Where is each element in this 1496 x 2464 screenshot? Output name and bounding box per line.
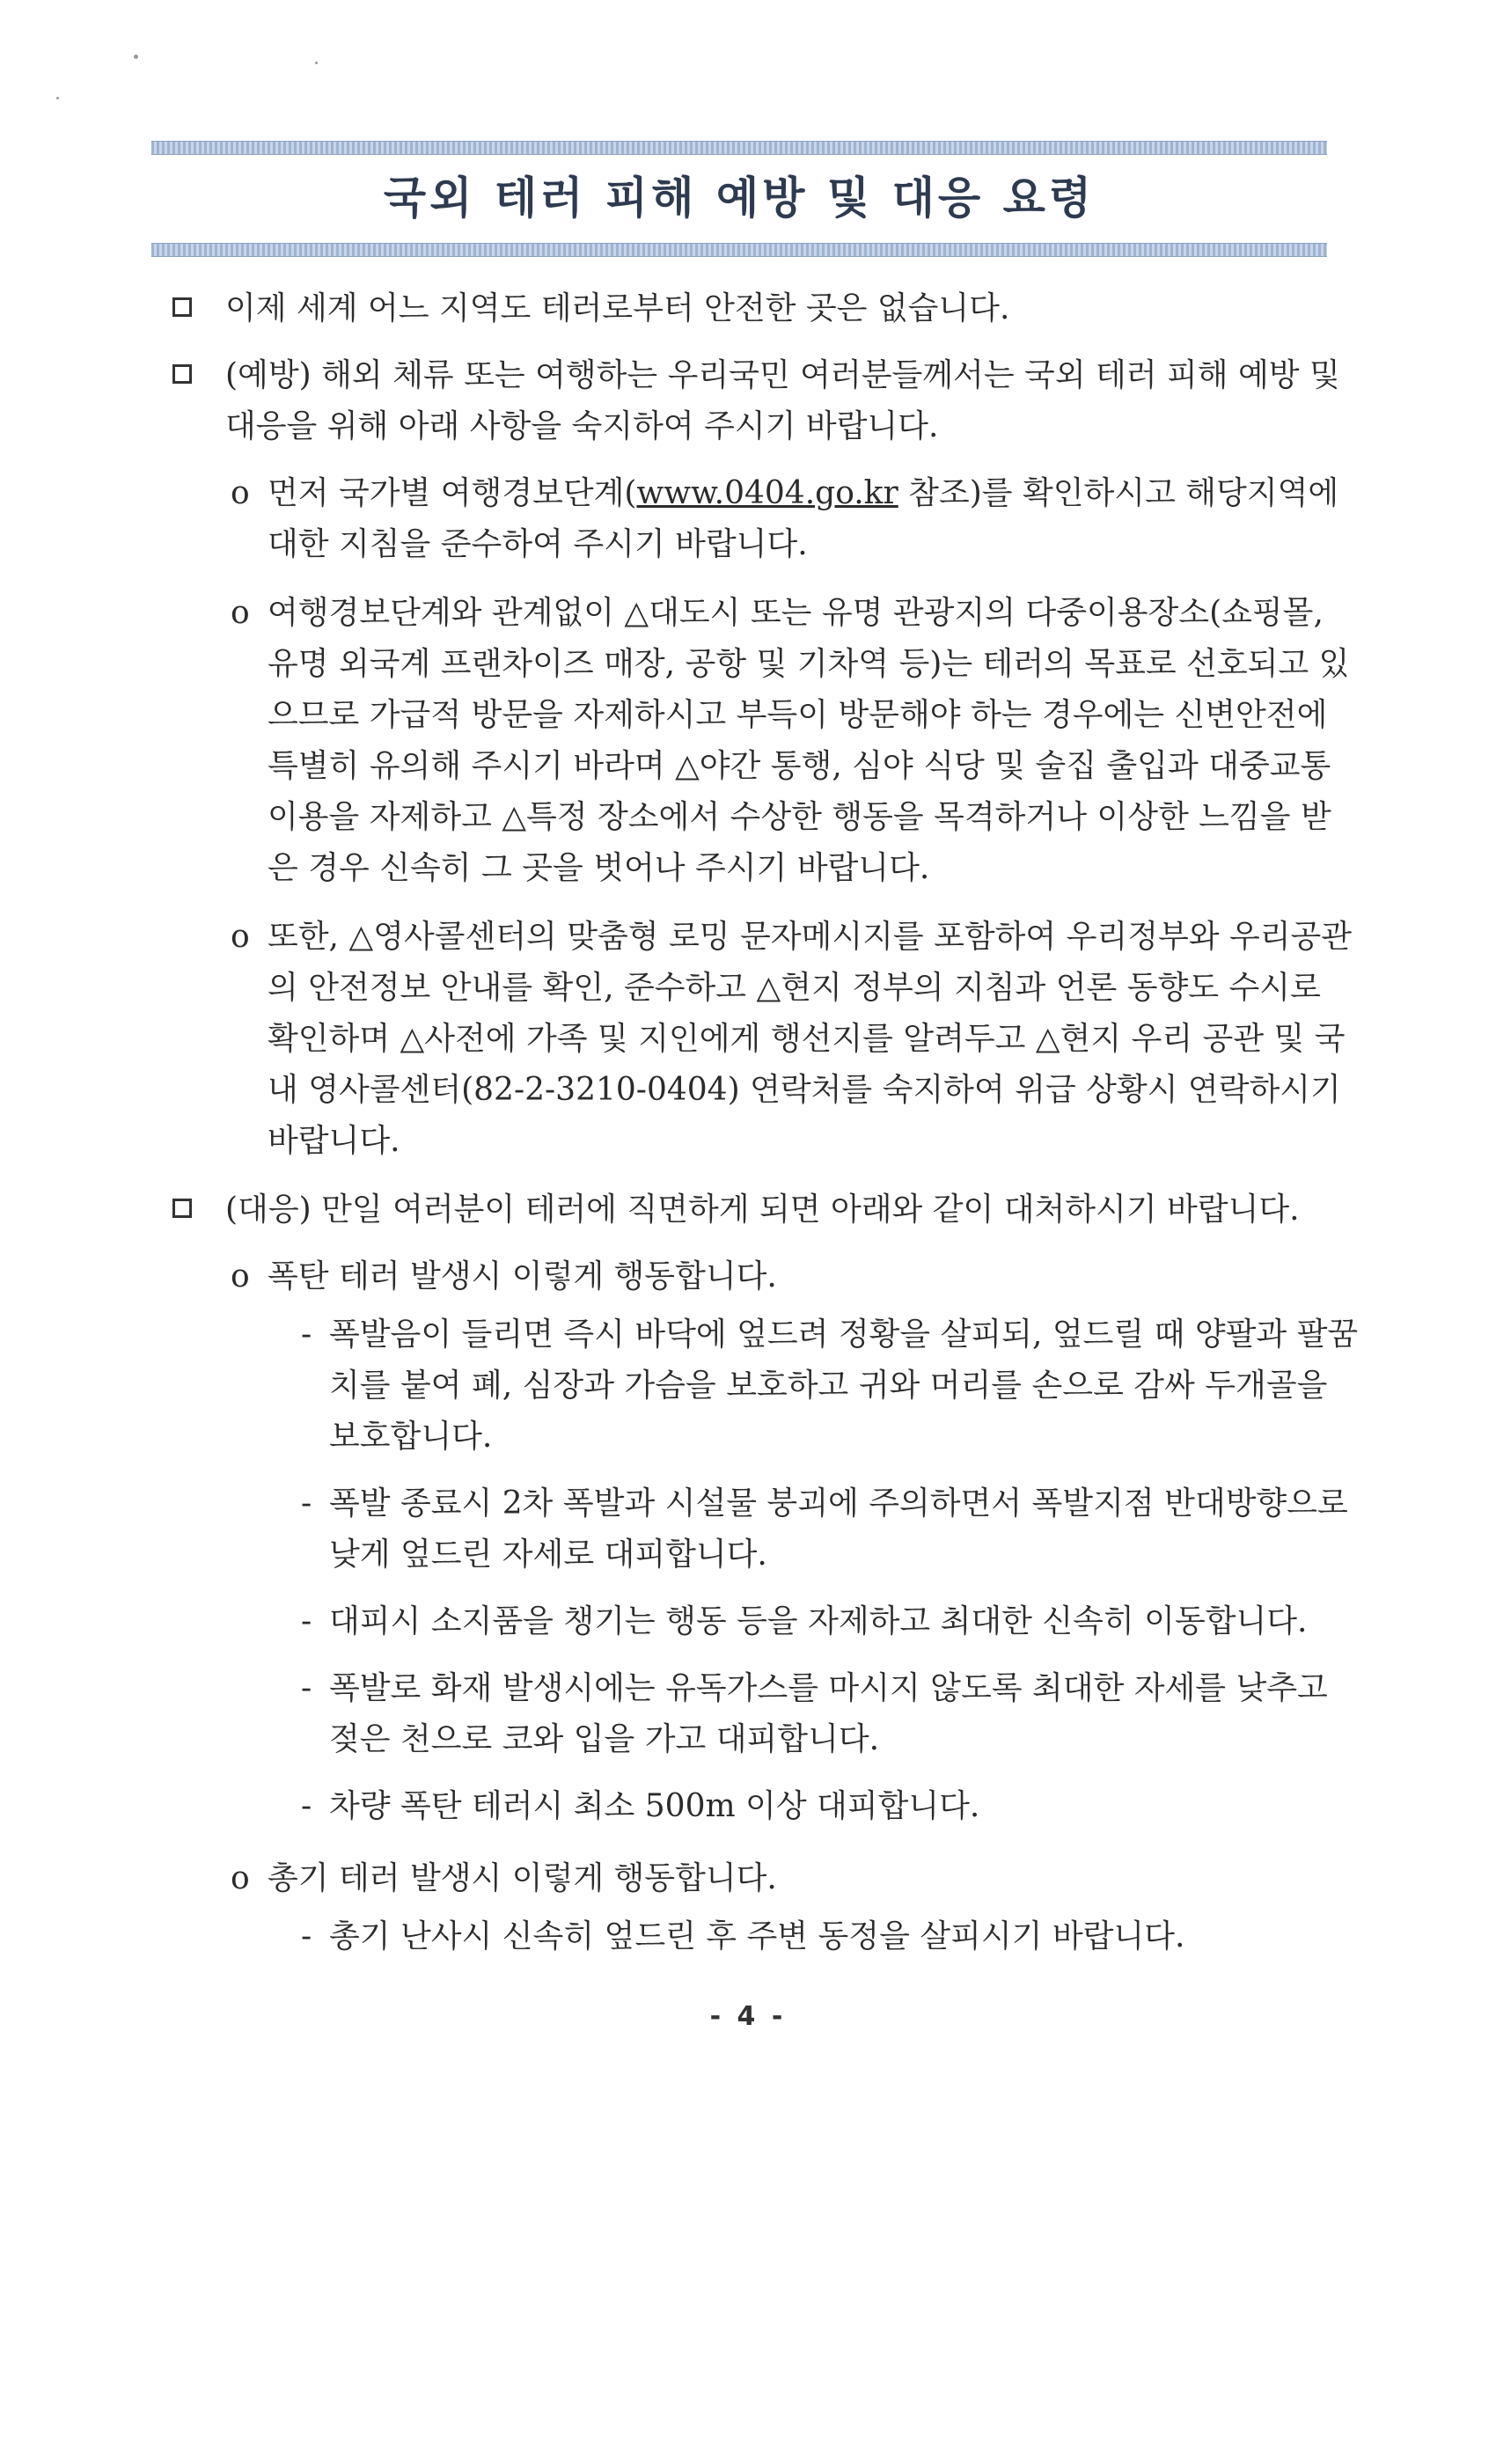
- bullet-dash: -: [301, 1788, 312, 1824]
- section-text: 이제 세계 어느 지역도 테러로부터 안전한 곳은 없습니다.: [225, 290, 1010, 326]
- prevention-item-safety-info: [172, 912, 1360, 1167]
- scan-speck: [134, 55, 138, 59]
- item-text: 여행경보단계와 관계없이 △대도시 또는 유명 관광지의 다중이용장소(쇼핑몰, 유명 외국계 프랜차이즈 매장, 공항 및 기차역 등)는 테러의 목표로 선호되고 있으므로 가급적 방문을 자제하시고 부득이 방문해야 하는 경우에는 신변안전에 특별히 유의해 주시기 바라며 △야간 통행, 심야 식당 및 술집 출입과 대중교통 이용을 자제하고 △특정 장소에서 수상한 행동을 목격하거나 이상한 느낌을 받은 경우 신속히 그 곳을 벗어나 주시기 바랍니다.: [268, 595, 1350, 886]
- travel-alert-link[interactable]: www.0404.go.kr: [636, 475, 898, 511]
- step-text: 대피시 소지품을 챙기는 행동 등을 자제하고 최대한 신속히 이동합니다.: [329, 1603, 1308, 1639]
- item-text: 총기 테러 발생시 이렇게 행동합니다.: [268, 1860, 777, 1896]
- prevention-item-travel-alert: [172, 468, 1360, 570]
- item-text-before: 먼저 국가별 여행경보단계(: [268, 475, 637, 511]
- bullet-dash: -: [301, 1316, 312, 1353]
- bullet-circle: o: [231, 919, 250, 955]
- section-intro: [172, 283, 1360, 334]
- section-prevention: [172, 350, 1360, 452]
- title-rule-top: [151, 141, 1327, 155]
- gun-step: [172, 1911, 1360, 1962]
- item-text: 폭탄 테러 발생시 이렇게 행동합니다.: [268, 1258, 777, 1294]
- title-band: [151, 141, 1327, 255]
- step-text: 폭발로 화재 발생시에는 유독가스를 마시지 않도록 최대한 자세를 낮추고 젖은 천으로 코와 입을 가고 대피합니다.: [329, 1670, 1328, 1757]
- item-text: 또한, △영사콜센터의 맞춤형 로밍 문자메시지를 포함하여 우리정부와 우리공관의 안전정보 안내를 확인, 준수하고 △현지 정부의 지침과 언론 동향도 수시로 확인하며 △사전에 가족 및 지인에게 행선지를 알려두고 △현지 우리 공관 및 국내 영사콜센터(82-2-3210-0404) 연락처를 숙지하여 위급 상황시 연락하시기 바랍니다.: [268, 919, 1353, 1159]
- page-title: 국외 테러 피해 예방 및 대응 요령: [383, 172, 1096, 224]
- bullet-dash: -: [301, 1485, 312, 1522]
- checkbox-square-icon: [172, 364, 192, 384]
- page-number: - 4 -: [709, 2001, 787, 2032]
- bullet-circle: o: [231, 1860, 250, 1896]
- item-text-after: 참조)를 확인하시고 해당지역에 대한 지침을 준수하여 주시기 바랍니다.: [268, 475, 1339, 562]
- response-item-bomb: [172, 1251, 1360, 1302]
- bullet-circle: o: [231, 475, 250, 511]
- section-response: [172, 1184, 1360, 1236]
- title-rule-bottom: [151, 243, 1327, 257]
- bullet-dash: -: [301, 1603, 312, 1639]
- scan-speck: [315, 62, 318, 64]
- scan-speck: [56, 97, 59, 99]
- section-text: (예방) 해외 체류 또는 여행하는 우리국민 여러분들께서는 국외 테러 피해 예방 및 대응을 위해 아래 사항을 숙지하여 주시기 바랍니다.: [225, 357, 1340, 444]
- checkbox-square-icon: [172, 297, 192, 317]
- bullet-dash: -: [301, 1670, 312, 1706]
- bomb-step: [172, 1781, 1360, 1832]
- step-text: 차량 폭탄 테러시 최소 500m 이상 대피합니다.: [329, 1788, 980, 1824]
- bomb-step: [172, 1663, 1360, 1765]
- bomb-step: [172, 1309, 1360, 1463]
- document-body: [172, 283, 1360, 1978]
- step-text: 폭발 종료시 2차 폭발과 시설물 붕괴에 주의하면서 폭발지점 반대방향으로 낮게 엎드린 자세로 대피합니다.: [329, 1485, 1348, 1573]
- step-text: 폭발음이 들리면 즉시 바닥에 엎드려 정황을 살피되, 엎드릴 때 양팔과 팔꿈치를 붙여 폐, 심장과 가슴을 보호하고 귀와 머리를 손으로 감싸 두개골을 보호합니다.: [329, 1316, 1359, 1455]
- section-text: (대응) 만일 여러분이 테러에 직면하게 되면 아래와 같이 대처하시기 바랍니다.: [225, 1192, 1300, 1228]
- bullet-circle: o: [231, 595, 250, 631]
- prevention-item-crowded-places: [172, 588, 1360, 894]
- bomb-step: [172, 1478, 1360, 1580]
- bomb-step: [172, 1596, 1360, 1647]
- bullet-dash: -: [301, 1918, 312, 1954]
- response-item-gun: [172, 1853, 1360, 1904]
- step-text: 총기 난사시 신속히 엎드린 후 주변 동정을 살피시기 바랍니다.: [329, 1918, 1185, 1954]
- bullet-circle: o: [231, 1258, 250, 1294]
- checkbox-square-icon: [172, 1199, 192, 1218]
